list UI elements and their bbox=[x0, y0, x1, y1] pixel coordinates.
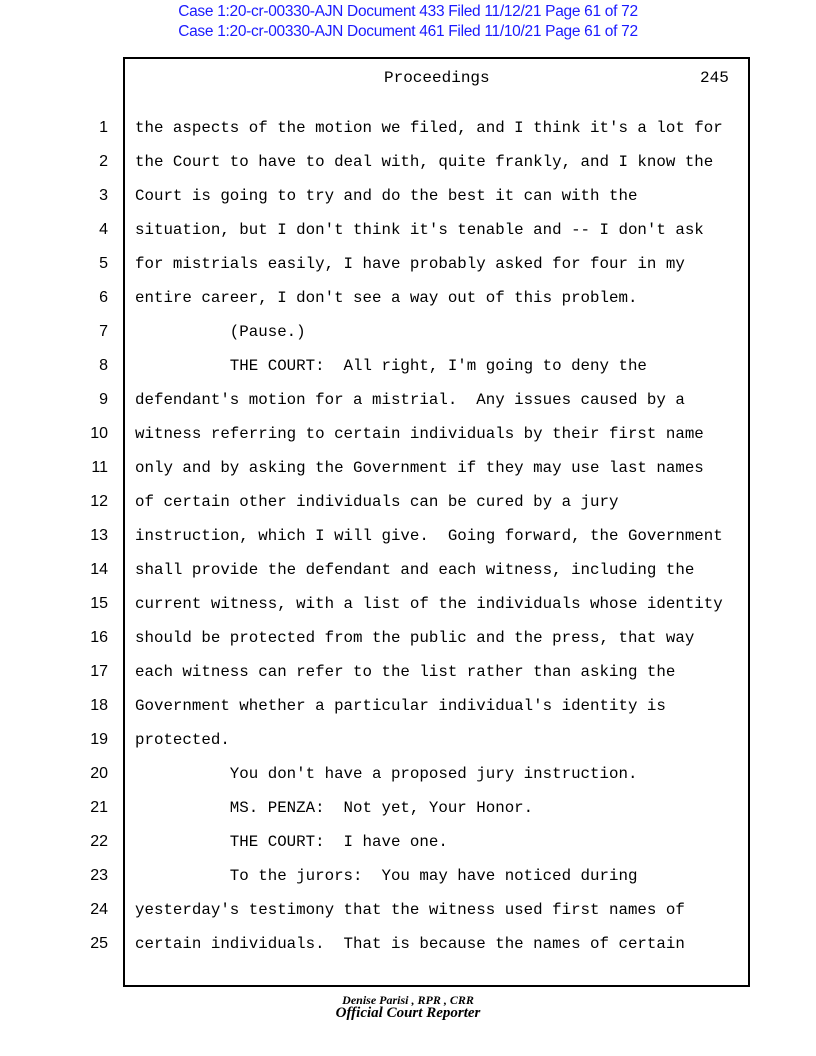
case-stamp: Case 1:20-cr-00330-AJN Document 433 Filed 11/12/21 Page 61 of 72 bbox=[178, 3, 638, 20]
line-number: 10 bbox=[90, 425, 108, 442]
page-header-title: Proceedings bbox=[384, 69, 490, 87]
line-number: 23 bbox=[90, 867, 108, 884]
line-number: 13 bbox=[90, 527, 108, 544]
line-number: 18 bbox=[90, 697, 108, 714]
line-number: 24 bbox=[90, 901, 108, 918]
page-number: 245 bbox=[700, 69, 729, 87]
transcript-line: To the jurors: You may have noticed during bbox=[135, 867, 638, 885]
transcript-line: Court is going to try and do the best it can with the bbox=[135, 187, 638, 205]
case-stamp-overlay: Case 1:20-cr-00330-AJN Document 461 Filed 11/10/21 Page 61 of 72 bbox=[178, 23, 638, 40]
transcript-line: each witness can refer to the list rather than asking the bbox=[135, 663, 676, 681]
line-number: 21 bbox=[90, 799, 108, 816]
transcript-line: defendant's motion for a mistrial. Any issues caused by a bbox=[135, 391, 685, 409]
transcript-line: THE COURT: All right, I'm going to deny the bbox=[135, 357, 647, 375]
line-number: 12 bbox=[90, 493, 108, 510]
line-number: 6 bbox=[99, 289, 108, 306]
transcript-line: (Pause.) bbox=[135, 323, 306, 341]
transcript-line: witness referring to certain individuals by their first name bbox=[135, 425, 704, 443]
transcript-line: MS. PENZA: Not yet, Your Honor. bbox=[135, 799, 534, 817]
line-number: 9 bbox=[99, 391, 108, 408]
transcript-line: current witness, with a list of the individuals whose identity bbox=[135, 595, 723, 613]
line-number: 17 bbox=[90, 663, 108, 680]
line-number: 11 bbox=[91, 459, 108, 476]
transcript-line: instruction, which I will give. Going forward, the Government bbox=[135, 527, 723, 545]
transcript-line: situation, but I don't think it's tenable and -- I don't ask bbox=[135, 221, 704, 239]
transcript-line: should be protected from the public and the press, that way bbox=[135, 629, 695, 647]
line-number: 20 bbox=[90, 765, 108, 782]
transcript-line: shall provide the defendant and each witness, including the bbox=[135, 561, 695, 579]
line-number: 7 bbox=[99, 323, 108, 340]
transcript-line: for mistrials easily, I have probably asked for four in my bbox=[135, 255, 685, 273]
line-number: 1 bbox=[99, 119, 108, 136]
transcript-line: entire career, I don't see a way out of this problem. bbox=[135, 289, 638, 307]
line-number: 8 bbox=[99, 357, 108, 374]
transcript-line: of certain other individuals can be cured by a jury bbox=[135, 493, 619, 511]
line-number: 5 bbox=[99, 255, 108, 272]
reporter-name: Denise Parisi , RPR , CRR bbox=[342, 993, 474, 1007]
transcript-line: You don't have a proposed jury instruction. bbox=[135, 765, 638, 783]
line-number: 4 bbox=[99, 221, 108, 238]
transcript-line: the Court to have to deal with, quite frankly, and I know the bbox=[135, 153, 714, 171]
transcript-line: Government whether a particular individual's identity is bbox=[135, 697, 666, 715]
reporter-title: Official Court Reporter bbox=[335, 1005, 481, 1021]
line-number: 14 bbox=[90, 561, 108, 578]
transcript-line: certain individuals. That is because the names of certain bbox=[135, 935, 685, 953]
transcript-line: the aspects of the motion we filed, and I think it's a lot for bbox=[135, 119, 723, 137]
transcript-line: yesterday's testimony that the witness used first names of bbox=[135, 901, 685, 919]
line-number: 15 bbox=[90, 595, 108, 612]
transcript-line: protected. bbox=[135, 731, 230, 749]
transcript-line: only and by asking the Government if they may use last names bbox=[135, 459, 704, 477]
line-number: 25 bbox=[90, 935, 108, 952]
line-number: 3 bbox=[99, 187, 108, 204]
line-number: 16 bbox=[90, 629, 108, 646]
line-number: 19 bbox=[90, 731, 108, 748]
line-number: 2 bbox=[99, 153, 108, 170]
transcript-line: THE COURT: I have one. bbox=[135, 833, 448, 851]
line-number: 22 bbox=[90, 833, 108, 850]
